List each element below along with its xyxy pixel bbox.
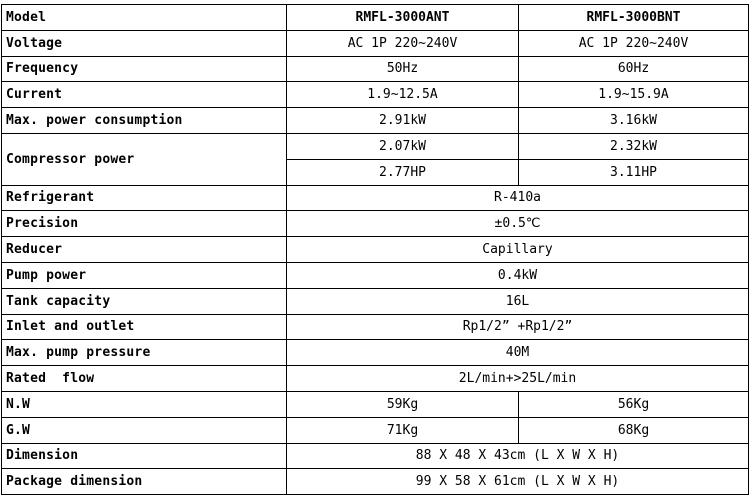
current-a: 1.9~12.5A (287, 82, 519, 108)
label-dimension: Dimension (2, 443, 287, 469)
label-gross-weight: G.W (2, 417, 287, 443)
net-weight-b: 56Kg (519, 391, 749, 417)
voltage-a: AC 1P 220~240V (287, 30, 519, 56)
compressor-a-hp: 2.77HP (287, 159, 519, 185)
label-rated-flow (2, 366, 287, 392)
frequency-b: 60Hz (519, 56, 749, 82)
rated-flow-label-text: Rated flow (6, 371, 95, 387)
row-current (2, 82, 749, 108)
label-tank-capacity: Tank capacity (2, 288, 287, 314)
net-weight-a: 59Kg (287, 391, 519, 417)
model-a-name: RMFL-3000ANT (287, 5, 519, 31)
label-frequency: Frequency (2, 56, 287, 82)
tank-capacity-value: 16L (287, 288, 749, 314)
dimension-value: 88 X 48 X 43cm (L X W X H) (287, 443, 749, 469)
spec-table (1, 4, 749, 495)
row-compressor-kw (2, 133, 749, 159)
current-b: 1.9~15.9A (519, 82, 749, 108)
row-model (2, 5, 749, 31)
row-max-power (2, 108, 749, 134)
frequency-a: 50Hz (287, 56, 519, 82)
label-max-power: Max. power consumption (2, 108, 287, 134)
max-power-b: 3.16kW (519, 108, 749, 134)
refrigerant-value: R-410a (287, 185, 749, 211)
label-reducer: Reducer (2, 237, 287, 263)
row-package-dimension (2, 469, 749, 495)
label-pump-pressure: Max. pump pressure (2, 340, 287, 366)
row-net-weight (2, 391, 749, 417)
label-pump-power: Pump power (2, 262, 287, 288)
max-power-a: 2.91kW (287, 108, 519, 134)
reducer-value: Capillary (287, 237, 749, 263)
row-inlet-outlet (2, 314, 749, 340)
compressor-b-hp: 3.11HP (519, 159, 749, 185)
compressor-a-kw: 2.07kW (287, 133, 519, 159)
pump-power-value: 0.4kW (287, 262, 749, 288)
row-rated-flow (2, 366, 749, 392)
row-pump-pressure (2, 340, 749, 366)
label-package-dimension: Package dimension (2, 469, 287, 495)
gross-weight-a: 71Kg (287, 417, 519, 443)
gross-weight-b: 68Kg (519, 417, 749, 443)
label-voltage: Voltage (2, 30, 287, 56)
inlet-outlet-value: Rp1/2” +Rp1/2” (287, 314, 749, 340)
row-reducer (2, 237, 749, 263)
label-compressor: Compressor power (2, 133, 287, 185)
compressor-b-kw: 2.32kW (519, 133, 749, 159)
rated-flow-value: 2L/min+>25L/min (287, 366, 749, 392)
row-precision (2, 211, 749, 237)
row-refrigerant (2, 185, 749, 211)
row-gross-weight (2, 417, 749, 443)
model-b-name: RMFL-3000BNT (519, 5, 749, 31)
label-inlet-outlet: Inlet and outlet (2, 314, 287, 340)
label-refrigerant: Refrigerant (2, 185, 287, 211)
label-net-weight: N.W (2, 391, 287, 417)
voltage-b: AC 1P 220~240V (519, 30, 749, 56)
package-dimension-value: 99 X 58 X 61cm (L X W X H) (287, 469, 749, 495)
label-model: Model (2, 5, 287, 31)
precision-value: ±0.5℃ (287, 211, 749, 237)
label-precision: Precision (2, 211, 287, 237)
pump-pressure-value: 40M (287, 340, 749, 366)
label-current: Current (2, 82, 287, 108)
row-voltage (2, 30, 749, 56)
row-pump-power (2, 262, 749, 288)
row-tank-capacity (2, 288, 749, 314)
row-frequency (2, 56, 749, 82)
row-dimension (2, 443, 749, 469)
